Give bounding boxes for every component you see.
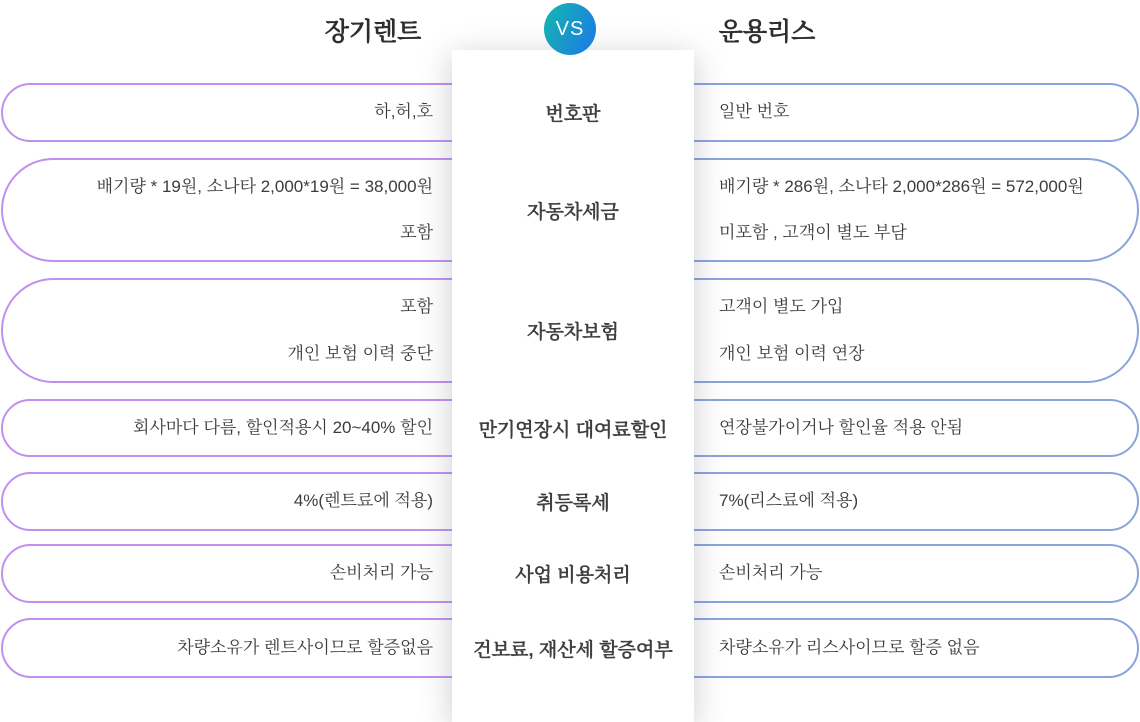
row-category-label: 번호판 xyxy=(545,104,601,125)
lease-pill-text: 7%(리스료에 적용) xyxy=(719,491,859,511)
lease-pill-text: 고객이 별도 가입 xyxy=(719,297,844,317)
vs-badge xyxy=(544,3,596,55)
lease-pill-text: 차량소유가 리스사이므로 할증 없음 xyxy=(719,637,980,657)
rent-pill-text: 개인 보험 이력 중단 xyxy=(287,343,433,363)
lease-pill-text: 손비처리 가능 xyxy=(719,563,823,583)
rent-pill-text: 회사마다 다름, 할인적용시 20~40% 할인 xyxy=(133,417,433,437)
rent-pill-text: 포함 xyxy=(400,222,433,242)
rent-pill-text: 손비처리 가능 xyxy=(329,563,433,583)
row-category-label: 사업 비용처리 xyxy=(515,565,631,586)
rent-pill-text: 포함 xyxy=(400,297,433,317)
lease-pill-text: 일반 번호 xyxy=(719,102,790,122)
vs-label: VS xyxy=(555,17,585,40)
row-category-label: 취등록세 xyxy=(536,493,610,514)
right-column-header: 운용리스 xyxy=(718,18,816,46)
rent-pill-text: 4%(렌트료에 적용) xyxy=(293,491,433,511)
lease-pill-text: 연장불가이거나 할인율 적용 안됨 xyxy=(719,417,964,437)
row-category-label: 건보료, 재산세 할증여부 xyxy=(473,639,673,661)
rent-pill-text: 배기량 * 19원, 소나타 2,000*19원 = 38,000원 xyxy=(96,176,433,196)
row-category-label: 자동차보험 xyxy=(527,322,619,343)
rent-pill-text: 차량소유가 렌트사이므로 할증없음 xyxy=(177,637,433,657)
lease-pill-text: 배기량 * 286원, 소나타 2,000*286원 = 572,000원 xyxy=(719,176,1084,196)
lease-pill-text: 개인 보험 이력 연장 xyxy=(719,343,865,363)
row-category-label: 만기연장시 대여료할인 xyxy=(478,419,668,441)
row-category-label: 자동차세금 xyxy=(527,201,619,223)
left-column-header: 장기렌트 xyxy=(324,18,422,46)
rent-pill-text: 하,허,호 xyxy=(374,102,433,122)
lease-pill-text: 미포함 , 고객이 별도 부담 xyxy=(719,222,907,242)
